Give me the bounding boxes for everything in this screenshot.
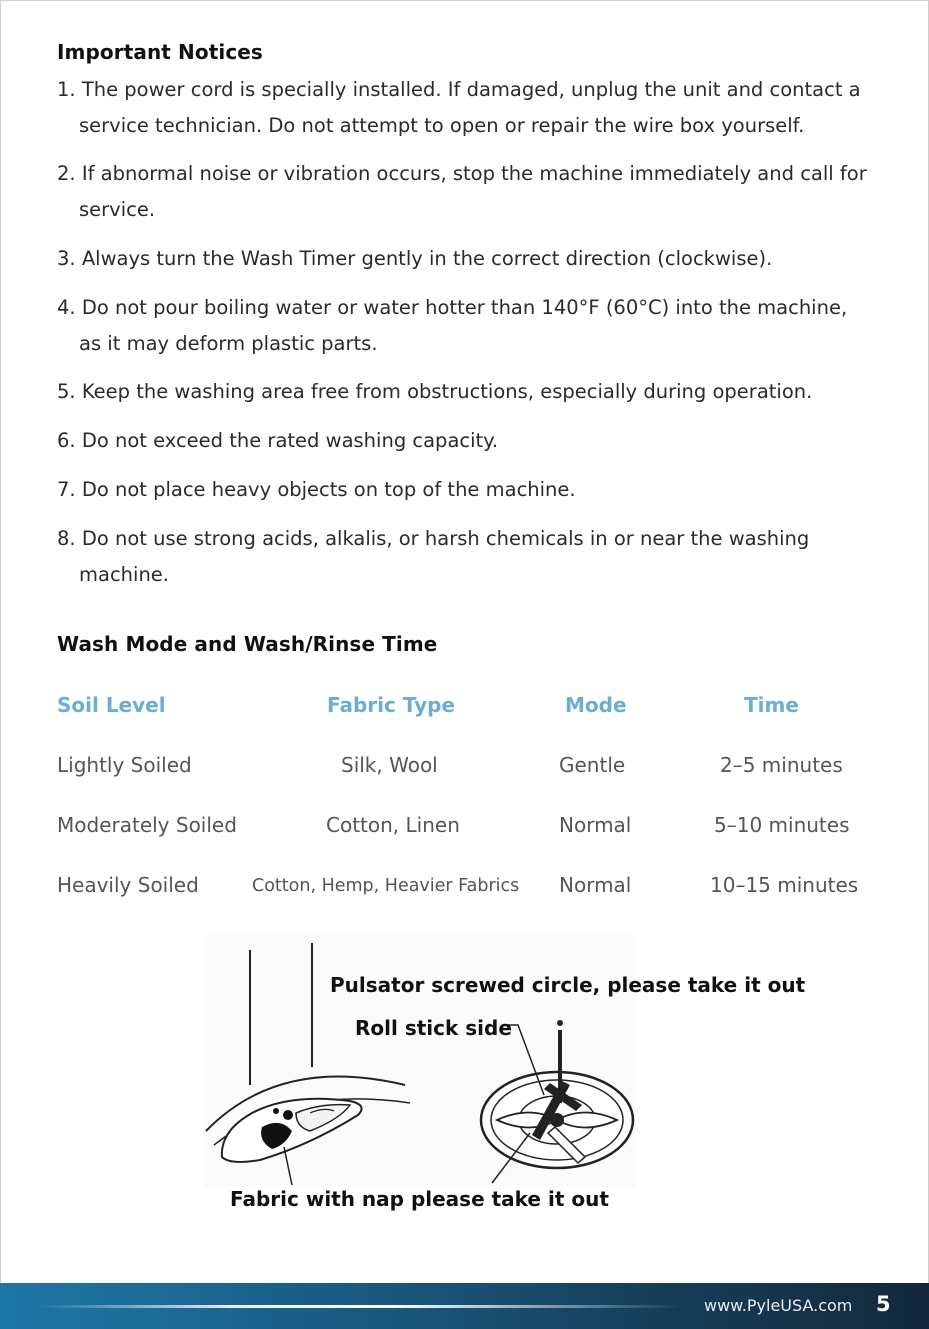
notice-item-5 [57, 374, 877, 410]
notice-number: 4. [57, 296, 76, 319]
footer-website-link[interactable]: www.PyleUSA.com [704, 1296, 853, 1315]
table-cell-soil-level: Heavily Soiled [57, 873, 199, 897]
notice-text: Keep the washing area free from obstructions, especially during operation. [81, 380, 813, 403]
table-cell-fabric-type: Silk, Wool [341, 753, 438, 777]
notice-number: 2. [57, 162, 76, 185]
wash-table-heading: Wash Mode and Wash/Rinse Time [57, 632, 438, 656]
notice-item-1 [57, 72, 877, 144]
notice-item-3 [57, 241, 877, 277]
notice-number: 7. [57, 478, 76, 501]
notice-number: 3. [57, 247, 76, 270]
notice-number: 8. [57, 527, 76, 550]
notice-item-4 [57, 290, 877, 362]
notice-item-2 [57, 156, 877, 228]
notice-text: If abnormal noise or vibration occurs, stop the machine immediately and call for [81, 162, 867, 185]
table-cell-time: 2–5 minutes [720, 753, 843, 777]
notice-text: Do not exceed the rated washing capacity. [81, 429, 499, 452]
notice-text-continued: machine. [79, 563, 169, 586]
column-header-mode: Mode [565, 693, 627, 717]
notice-text: Always turn the Wash Timer gently in the correct direction (clockwise). [81, 247, 773, 270]
notice-text: Do not pour boiling water or water hotter than 140°F (60°C) into the machine, [81, 296, 848, 319]
table-cell-mode: Normal [559, 873, 632, 897]
notices-heading: Important Notices [57, 40, 263, 64]
notice-item-8 [57, 521, 877, 593]
notice-text-continued: service. [79, 198, 156, 221]
table-cell-time: 10–15 minutes [710, 873, 859, 897]
table-cell-fabric-type: Cotton, Hemp, Heavier Fabrics [252, 876, 520, 896]
pulsator-label: Pulsator screwed circle, please take it out [330, 973, 806, 997]
fabric-label: Fabric with nap please take it out [230, 1187, 609, 1211]
notice-item-7 [57, 472, 877, 508]
notice-number: 5. [57, 380, 76, 403]
table-cell-time: 5–10 minutes [714, 813, 850, 837]
page-number: 5 [876, 1292, 891, 1316]
column-header-fabric-type: Fabric Type [327, 693, 456, 717]
notice-number: 6. [57, 429, 76, 452]
notice-text-continued: as it may deform plastic parts. [79, 332, 378, 355]
notice-number: 1. [57, 78, 76, 101]
column-header-soil-level: Soil Level [57, 693, 166, 717]
table-cell-soil-level: Moderately Soiled [57, 813, 237, 837]
table-cell-soil-level: Lightly Soiled [57, 753, 192, 777]
notice-item-6 [57, 423, 877, 459]
pulsator-icon [481, 1072, 633, 1168]
roll-stick-label: Roll stick side [355, 1016, 512, 1040]
footer-decorative-line [40, 1305, 680, 1308]
notice-text: The power cord is specially installed. If damaged, unplug the unit and contact a [81, 78, 861, 101]
table-cell-fabric-type: Cotton, Linen [326, 813, 460, 837]
table-cell-mode: Normal [559, 813, 632, 837]
column-header-time: Time [744, 693, 799, 717]
notice-text-continued: service technician. Do not attempt to open or repair the wire box yourself. [79, 114, 805, 137]
notice-text: Do not use strong acids, alkalis, or harsh chemicals in or near the washing [81, 527, 810, 550]
notice-text: Do not place heavy objects on top of the machine. [81, 478, 576, 501]
table-cell-mode: Gentle [559, 753, 626, 777]
